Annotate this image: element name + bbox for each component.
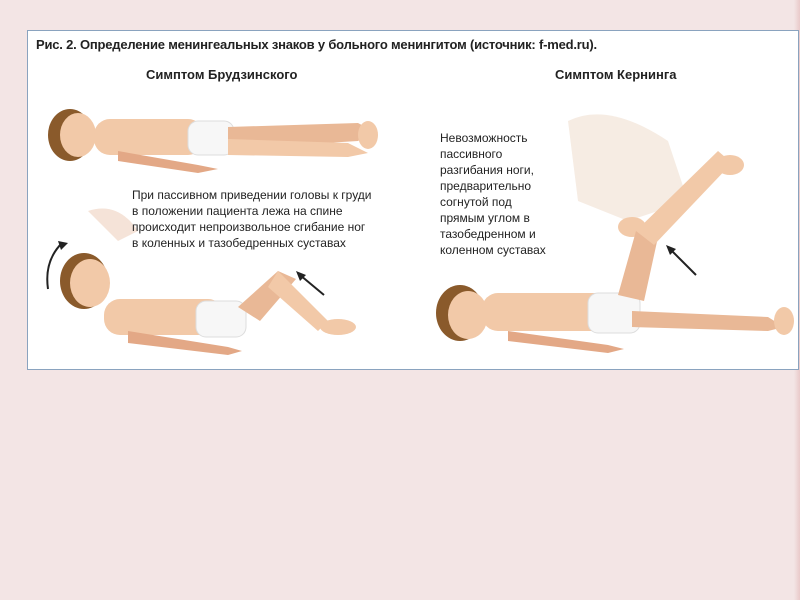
kernig-description: Невозможность пассивного разгибания ноги, предварительно согнутой под прямым углом в тазобедренном и коленном суставах xyxy=(440,131,546,257)
figure-panel xyxy=(27,30,799,370)
kernig-title: Симптом Кернинга xyxy=(555,67,677,82)
brudzinski-title: Симптом Брудзинского xyxy=(146,67,298,82)
child-lying-flat-illustration xyxy=(48,109,378,173)
figure-caption: Рис. 2. Определение менингеальных знаков у больного менингитом (источник: f-med.ru). xyxy=(36,37,597,52)
brudzinski-description: При пассивном приведении головы к груди в положении пациента лежа на спине происходит непроизвольное сгибание ног в коленных и тазобедренных суставах xyxy=(132,188,372,250)
